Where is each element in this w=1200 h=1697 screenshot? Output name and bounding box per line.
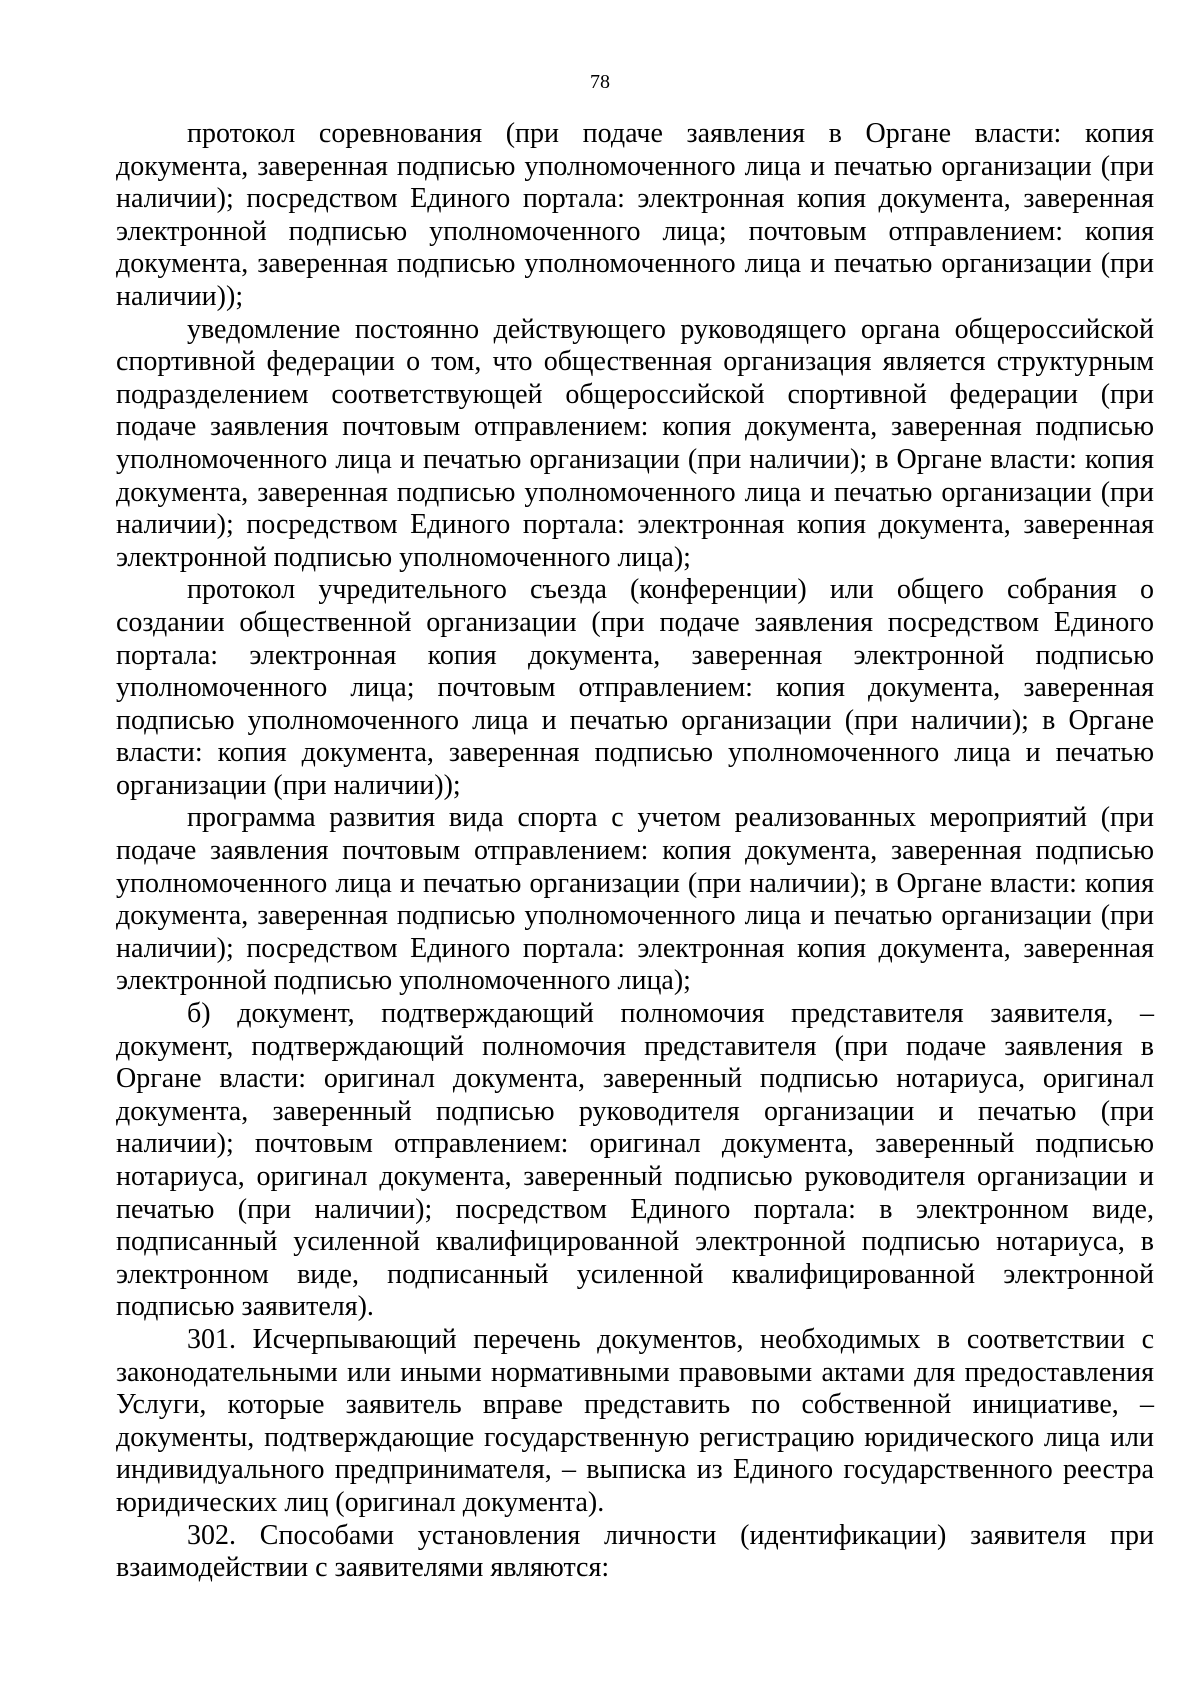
paragraph-302: 302. Способами установления личности (идентификации) заявителя при взаимодействии с заявителями являются: (116, 1519, 1154, 1584)
paragraph-federation-notice: уведомление постоянно действующего руководящего органа общероссийской спортивной федерации о том, что общественная организация является структурным подразделением соответствующей общероссийской спортивной федерации (при подаче заявления почтовым отправлением: копия документа, заверенная подписью уполномоченного лица и печатью организации (при наличии); в Органе власти: копия документа, заверенная подписью уполномоченного лица и печатью организации (при наличии); посредством Единого портала: электронная копия документа, заверенная электронной подписью уполномоченного лица); (116, 313, 1154, 573)
paragraph-competition-protocol: протокол соревнования (при подаче заявления в Органе власти: копия документа, заверенная подписью уполномоченного лица и печатью организации (при наличии); посредством Единого портала: электронная копия документа, заверенная электронной подписью уполномоченного лица; почтовым отправлением: копия документа, заверенная подписью уполномоченного лица и печатью организации (при наличии)); (116, 118, 1154, 312)
paragraph-founding-protocol: протокол учредительного съезда (конференции) или общего собрания о создании общественной организации (при подаче заявления посредством Единого портала: электронная копия документа, заверенная электронной подписью уполномоченного лица; почтовым отправлением: копия документа, заверенная подписью уполномоченного лица и печатью организации (при наличии); в Органе власти: копия документа, заверенная подписью уполномоченного лица и печатью организации (при наличии)); (116, 574, 1154, 801)
page-number: 78 (590, 71, 610, 93)
paragraph-development-program: программа развития вида спорта с учетом реализованных мероприятий (при подаче заявления почтовым отправлением: копия документа, заверенная подписью уполномоченного лица и печатью организации (при наличии); в Органе власти: копия документа, заверенная подписью уполномоченного лица и печатью организации (при наличии); посредством Единого портала: электронная копия документа, заверенная электронной подписью уполномоченного лица); (116, 802, 1154, 997)
paragraph-301: 301. Исчерпывающий перечень документов, необходимых в соответствии с законодательными или иными нормативными правовыми актами для предоставления Услуги, которые заявитель вправе представить по собственной инициативе, – документы, подтверждающие государственную регистрацию юридического лица или индивидуального предпринимателя, – выписка из Единого государственного реестра юридических лиц (оригинал документа). (116, 1323, 1154, 1518)
paragraph-representative-authority: б) документ, подтверждающий полномочия представителя заявителя, – документ, подтверждающий полномочия представителя (при подаче заявления в Органе власти: оригинал документа, заверенный подписью нотариуса, оригинал документа, заверенный подписью руководителя организации и печатью (при наличии); почтовым отправлением: оригинал документа, заверенный подписью нотариуса, оригинал документа, заверенный подписью руководителя организации и печатью (при наличии); посредством Единого портала: в электронном виде, подписанный усиленной квалифицированной электронной подписью нотариуса, в электронном виде, подписанный усиленной квалифицированной электронной подписью заявителя). (116, 998, 1154, 1323)
document-body (116, 118, 1154, 1585)
